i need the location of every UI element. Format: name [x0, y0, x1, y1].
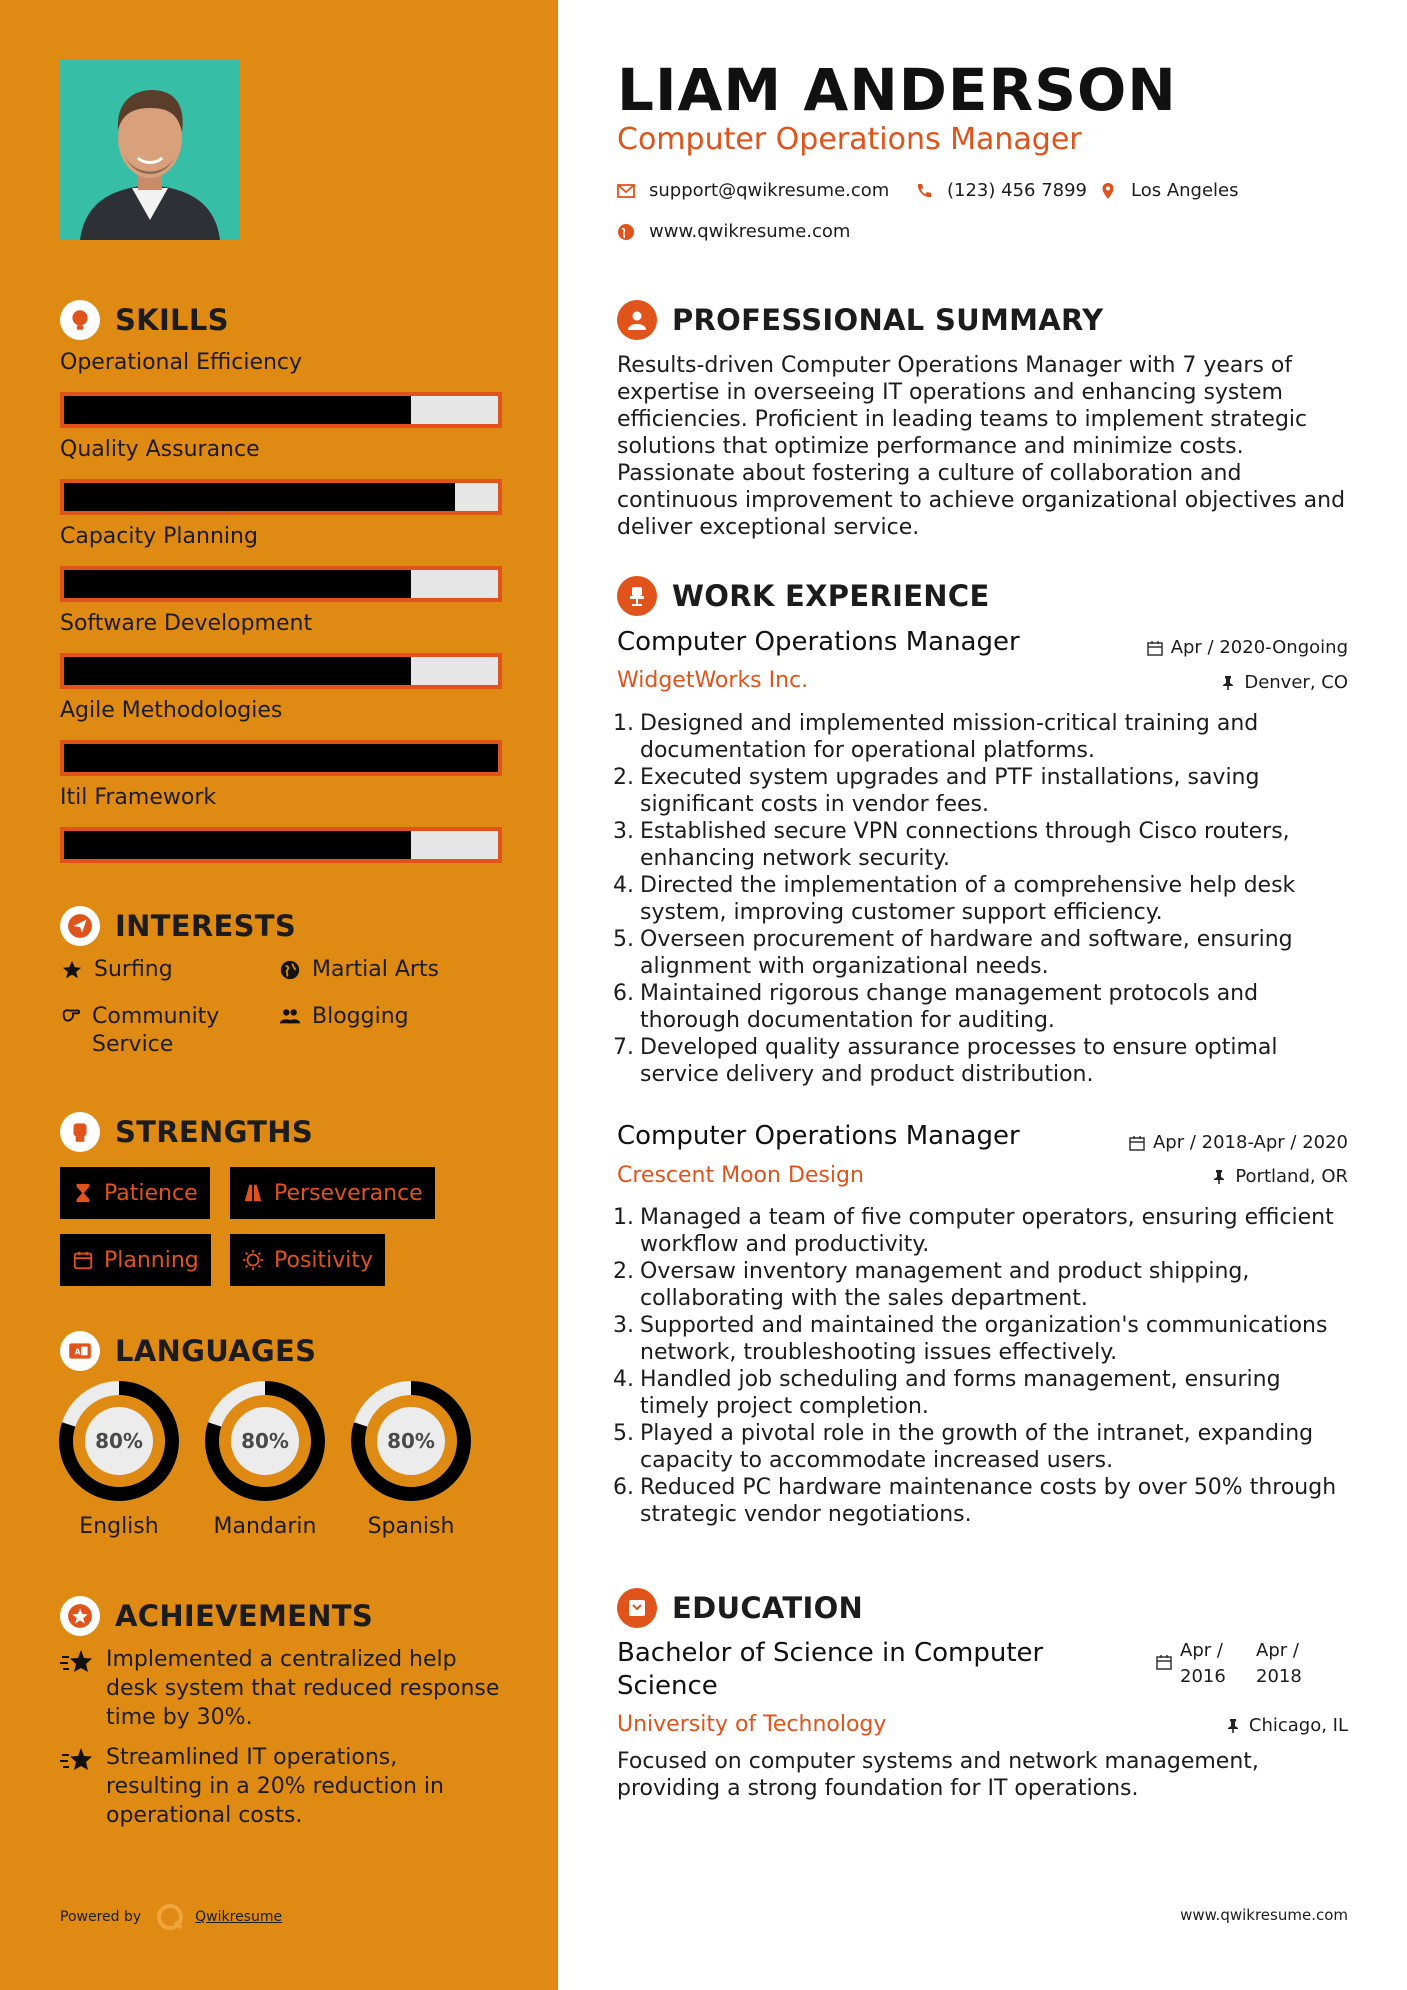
- duty-item: 4. Directed the implementation of a comprehensive help desk system, improving customer support efficiency.: [613, 873, 1296, 925]
- duty-item: 1. Designed and implemented mission-critical training and documentation for operational platforms.: [613, 711, 1259, 763]
- interest-label: Blogging: [312, 1004, 409, 1029]
- skill-name: Agile Methodologies: [60, 698, 283, 723]
- skill-name: Quality Assurance: [60, 437, 260, 462]
- summary-heading: [617, 300, 1103, 340]
- education-location-text: Chicago, IL: [1248, 1715, 1348, 1736]
- email-text: support@qwikresume.com: [649, 180, 890, 201]
- skill-name: Itil Framework: [60, 785, 217, 810]
- skill-bar-fill: [64, 831, 411, 859]
- graduation-icon: [617, 1588, 657, 1628]
- hand-icon: [60, 1003, 82, 1031]
- education-heading: [617, 1588, 863, 1628]
- education-start: Apr / 2016: [1180, 1640, 1226, 1687]
- job-dates: [1129, 1132, 1348, 1153]
- job-location-text: Portland, OR: [1235, 1166, 1348, 1187]
- job-company: WidgetWorks Inc.: [617, 668, 809, 693]
- job-dates: [1147, 637, 1348, 658]
- job-location: [1220, 672, 1348, 693]
- skill-bar-fill: [64, 396, 411, 424]
- education-location: [1225, 1715, 1348, 1736]
- calendar-icon: [1156, 1654, 1172, 1670]
- summary-title: PROFESSIONAL SUMMARY: [672, 303, 1104, 337]
- interest-item: [278, 1003, 409, 1031]
- calendar-icon: [72, 1249, 94, 1271]
- duty-item: 6. Maintained rigorous change management protocols and thorough documentation for auditing.: [613, 981, 1259, 1033]
- language-name: English: [79, 1514, 159, 1539]
- interest-item: [60, 1003, 260, 1059]
- job-duties: [610, 710, 1355, 1088]
- job-company: Crescent Moon Design: [617, 1163, 864, 1188]
- duty-item: 1. Managed a team of five computer operators, ensuring efficient workflow and productivity.: [613, 1205, 1334, 1257]
- location-text: Los Angeles: [1131, 180, 1239, 201]
- calendar-icon: [1129, 1135, 1145, 1151]
- strengths-heading: [60, 1112, 313, 1152]
- job-duties: [610, 1204, 1355, 1528]
- lightbulb-icon: [60, 300, 100, 340]
- star-badge-icon: [60, 1745, 94, 1775]
- qwikresume-link[interactable]: Qwikresume: [195, 1909, 283, 1925]
- interest-label: Martial Arts: [312, 957, 440, 982]
- language-item: [58, 1380, 180, 1539]
- interests-heading: [60, 906, 296, 946]
- strength-label: Patience: [104, 1180, 198, 1206]
- duty-item: 3. Supported and maintained the organization's communications network, troubleshooting issues effectively.: [613, 1313, 1328, 1365]
- education-school: University of Technology: [617, 1712, 887, 1737]
- skill-name: Software Development: [60, 611, 313, 636]
- interest-item: [278, 956, 439, 984]
- language-icon: [60, 1331, 100, 1371]
- language-name: Spanish: [367, 1514, 455, 1539]
- achievement-text: Streamlined IT operations, resulting in a 20% reduction in operational costs.: [106, 1745, 444, 1828]
- chair-icon: [617, 576, 657, 616]
- skill-item: [60, 611, 502, 689]
- languages-title: LANGUAGES: [115, 1334, 317, 1368]
- duty-item: 5. Played a pivotal role in the growth of the intranet, expanding capacity to accommodate increased users.: [613, 1421, 1314, 1473]
- powered-by-label: Powered by: [60, 1909, 142, 1925]
- pushpin-icon: [1225, 1718, 1241, 1734]
- achievement-item: [60, 1645, 500, 1732]
- globe-icon: [617, 223, 635, 241]
- skill-bar-fill: [64, 570, 411, 598]
- svg-text:A: A: [74, 1347, 81, 1357]
- road-icon: [242, 1182, 264, 1204]
- skill-item: [60, 437, 502, 515]
- skill-bar: [60, 653, 502, 689]
- skill-bar: [60, 740, 502, 776]
- language-percent: 80%: [95, 1429, 143, 1453]
- contact-website[interactable]: [617, 221, 850, 242]
- experience-heading: [617, 576, 990, 616]
- job-role: Computer Operations Manager: [617, 1121, 1020, 1151]
- achievements-title: ACHIEVEMENTS: [115, 1599, 374, 1633]
- language-name: Mandarin: [213, 1514, 317, 1539]
- duty-item: 2. Oversaw inventory management and product shipping, collaborating with the sales department.: [613, 1259, 1250, 1311]
- skill-bar-fill: [64, 483, 455, 511]
- skill-bar: [60, 827, 502, 863]
- powered-by: [60, 1902, 282, 1932]
- language-ring: [204, 1380, 326, 1502]
- language-percent: 80%: [241, 1429, 289, 1453]
- strengths-title: STRENGTHS: [115, 1115, 314, 1149]
- paper-plane-icon: [60, 906, 100, 946]
- experience-title: WORK EXPERIENCE: [672, 579, 990, 613]
- strength-badge: [60, 1167, 210, 1219]
- contact-location: [1099, 180, 1239, 201]
- job-dates-text: Apr / 2018-Apr / 2020: [1152, 1132, 1348, 1153]
- sun-icon: [242, 1249, 264, 1271]
- language-ring: [350, 1380, 472, 1502]
- contact-phone[interactable]: [915, 180, 1087, 201]
- map-pin-icon: [1099, 182, 1117, 200]
- skills-title: SKILLS: [115, 303, 229, 337]
- education-end: Apr / 2018: [1256, 1640, 1302, 1687]
- strength-badge: [230, 1234, 385, 1286]
- strength-label: Planning: [104, 1247, 199, 1273]
- globe-icon: [278, 956, 302, 984]
- job-dates-text: Apr / 2020-Ongoing: [1170, 637, 1348, 658]
- achievement-item: [60, 1743, 500, 1830]
- language-percent: 80%: [387, 1429, 435, 1453]
- user-icon: [617, 300, 657, 340]
- job-location-text: Denver, CO: [1244, 672, 1348, 693]
- duty-item: 7. Developed quality assurance processes to ensure optimal service delivery and product distribution.: [613, 1035, 1278, 1087]
- star-icon: [60, 956, 84, 984]
- footer-website[interactable]: www.qwikresume.com: [1180, 1906, 1348, 1924]
- skill-item: [60, 698, 502, 776]
- award-icon: [60, 1596, 100, 1636]
- profile-photo: [60, 60, 240, 240]
- education-degree: Bachelor of Science in Computer Science: [617, 1638, 1044, 1701]
- strength-badge: [230, 1167, 435, 1219]
- skill-item: [60, 785, 502, 863]
- interest-label: Surfing: [94, 957, 173, 982]
- skill-name: Operational Efficiency: [60, 350, 303, 375]
- language-item: [204, 1380, 326, 1539]
- education-dates: [1156, 1638, 1316, 1690]
- strength-label: Positivity: [274, 1247, 374, 1273]
- contact-email[interactable]: [617, 180, 889, 201]
- phone-text: (123) 456 7899: [947, 180, 1088, 201]
- duty-item: 3. Established secure VPN connections through Cisco routers, enhancing network security.: [613, 819, 1290, 871]
- candidate-title: Computer Operations Manager: [617, 122, 1082, 157]
- job-role: Computer Operations Manager: [617, 627, 1020, 657]
- envelope-icon: [617, 182, 635, 200]
- skill-bar: [60, 392, 502, 428]
- achievement-text: Implemented a centralized help desk system that reduced response time by 30%.: [106, 1647, 500, 1730]
- interest-label: Community Service: [92, 1004, 220, 1057]
- skill-bar: [60, 479, 502, 515]
- sidebar: [0, 0, 558, 1990]
- hourglass-icon: [72, 1182, 94, 1204]
- qwikresume-logo-icon: [155, 1902, 185, 1932]
- skill-bar-fill: [64, 657, 411, 685]
- education-title: EDUCATION: [672, 1591, 864, 1625]
- job-location: [1211, 1166, 1348, 1187]
- duty-item: 6. Reduced PC hardware maintenance costs by over 50% through strategic vendor negotiations.: [613, 1475, 1337, 1527]
- languages-heading: [60, 1331, 316, 1371]
- skill-item: [60, 524, 502, 602]
- language-item: [350, 1380, 472, 1539]
- strength-badge: [60, 1234, 211, 1286]
- phone-icon: [915, 182, 933, 200]
- duty-item: 2. Executed system upgrades and PTF installations, saving significant costs in vendor fees.: [613, 765, 1260, 817]
- calendar-icon: [1147, 640, 1163, 656]
- skill-name: Capacity Planning: [60, 524, 258, 549]
- candidate-name: LIAM ANDERSON: [617, 56, 1177, 124]
- pushpin-icon: [1220, 675, 1236, 691]
- star-badge-icon: [60, 1647, 94, 1677]
- skill-bar: [60, 566, 502, 602]
- strength-label: Perseverance: [274, 1180, 423, 1206]
- interest-item: [60, 956, 173, 984]
- duty-item: 4. Handled job scheduling and forms management, ensuring timely project completion.: [613, 1367, 1281, 1419]
- website-text: www.qwikresume.com: [649, 221, 851, 242]
- skill-bar-fill: [64, 744, 498, 772]
- interests-title: INTERESTS: [115, 909, 297, 943]
- summary-text: Results-driven Computer Operations Manager with 7 years of expertise in overseeing IT operations and enhancing system efficiencies. Proficient in leading teams to implement strategic solutions that optimize performance and minimize costs. Passionate about fostering a culture of collaboration and continuous improvement to achieve organizational objectives and deliver exceptional service.: [617, 353, 1346, 540]
- skill-item: [60, 350, 502, 428]
- achievements-heading: [60, 1596, 373, 1636]
- duty-item: 5. Overseen procurement of hardware and software, ensuring alignment with organizational needs.: [613, 927, 1293, 979]
- users-icon: [278, 1003, 302, 1031]
- fist-icon: [60, 1112, 100, 1152]
- education-description: Focused on computer systems and network management, providing a strong foundation for IT operations.: [617, 1749, 1259, 1801]
- pushpin-icon: [1211, 1169, 1227, 1185]
- skills-heading: [60, 300, 229, 340]
- language-ring: [58, 1380, 180, 1502]
